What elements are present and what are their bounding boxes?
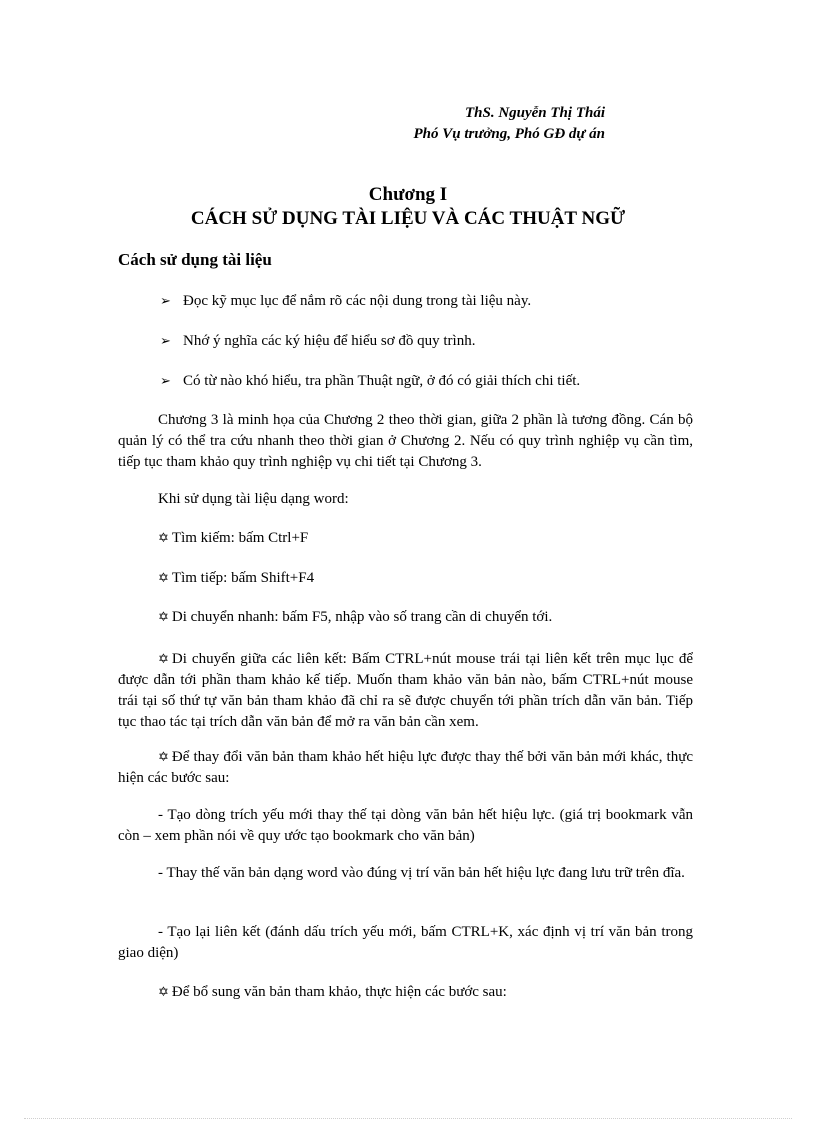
list-item xyxy=(160,333,475,350)
star-icon: ✡ xyxy=(158,984,169,999)
paragraph-word-usage: Khi sử dụng tài liệu dạng word: xyxy=(158,491,349,507)
tip-search-next xyxy=(158,570,314,587)
chapter-heading xyxy=(0,183,816,231)
chapter-number: Chương I xyxy=(368,184,448,205)
tip-text: Để thay đổi văn bản tham khảo hết hiệu lực được thay thế bởi văn bản mới khác, thực hiện các bước sau: xyxy=(118,749,693,786)
star-icon: ✡ xyxy=(158,651,169,666)
list-item-text: Có từ nào khó hiểu, tra phần Thuật ngữ, ở đó có giải thích chi tiết. xyxy=(183,373,581,389)
list-item xyxy=(160,293,531,310)
star-icon: ✡ xyxy=(158,530,169,545)
tip-text: Di chuyển giữa các liên kết: Bấm CTRL+nút mouse trái tại liên kết trên mục lục để được dẫn tới phần tham khảo kế tiếp. Muốn tham khảo văn bản nào, bấm CTRL+nút mouse trái tại số thứ tự văn bản tham khảo đã chỉ ra sẽ được chuyển tới phần trích dẫn văn bản. Tiếp tục thao tác tại trích dẫn văn bản để mở ra văn bản cần xem. xyxy=(118,651,693,730)
tip-replace-doc xyxy=(118,746,693,789)
arrow-bullet-icon: ➢ xyxy=(160,333,171,348)
step-item: - Tạo dòng trích yếu mới thay thế tại dòng văn bản hết hiệu lực. (giá trị bookmark vẫn còn – xem phần nói về quy ước tạo bookmark cho văn bản) xyxy=(118,807,693,844)
tip-add-doc xyxy=(158,984,507,1001)
step-item: - Thay thế văn bản dạng word vào đúng vị trí văn bản hết hiệu lực đang lưu trữ trên đĩa. xyxy=(158,865,685,881)
author-block xyxy=(0,103,605,145)
paragraph-chapter-relation: Chương 3 là minh họa của Chương 2 theo thời gian, giữa 2 phần là tương đồng. Cán bộ quản lý có thể tra cứu nhanh theo thời gian ở Chương 2. Nếu có quy trình nghiệp vụ cần tìm, tiếp tục tham khảo quy trình nghiệp vụ chi tiết tại Chương 3. xyxy=(118,412,693,470)
tip-links xyxy=(118,648,693,733)
tip-text: Tìm kiếm: bấm Ctrl+F xyxy=(171,530,309,546)
tip-search xyxy=(158,530,308,547)
section-title: Cách sử dụng tài liệu xyxy=(118,250,272,269)
tip-text: Để bổ sung văn bản tham khảo, thực hiện các bước sau: xyxy=(171,984,507,1000)
list-item-text: Nhớ ý nghĩa các ký hiệu để hiểu sơ đồ quy trình. xyxy=(183,333,476,349)
star-icon: ✡ xyxy=(158,570,169,585)
arrow-bullet-icon: ➢ xyxy=(160,293,171,308)
star-icon: ✡ xyxy=(158,749,169,764)
step-item: - Tạo lại liên kết (đánh dấu trích yếu mới, bấm CTRL+K, xác định vị trí văn bản trong giao diện) xyxy=(118,924,693,961)
tip-text: Di chuyển nhanh: bấm F5, nhập vào số trang cần di chuyển tới. xyxy=(171,609,553,625)
star-icon: ✡ xyxy=(158,609,169,624)
list-item xyxy=(160,373,580,390)
tip-text: Tìm tiếp: bấm Shift+F4 xyxy=(171,570,315,586)
author-name: ThS. Nguyễn Thị Thái xyxy=(464,105,605,121)
list-item-text: Đọc kỹ mục lục để nắm rõ các nội dung trong tài liệu này. xyxy=(183,293,532,309)
page-bottom-divider xyxy=(24,1118,792,1119)
arrow-bullet-icon: ➢ xyxy=(160,373,171,388)
author-position: Phó Vụ trưởng, Phó GĐ dự án xyxy=(413,126,605,142)
tip-quick-move xyxy=(158,609,552,626)
chapter-title: CÁCH SỬ DỤNG TÀI LIỆU VÀ CÁC THUẬT NGỮ xyxy=(190,208,626,229)
